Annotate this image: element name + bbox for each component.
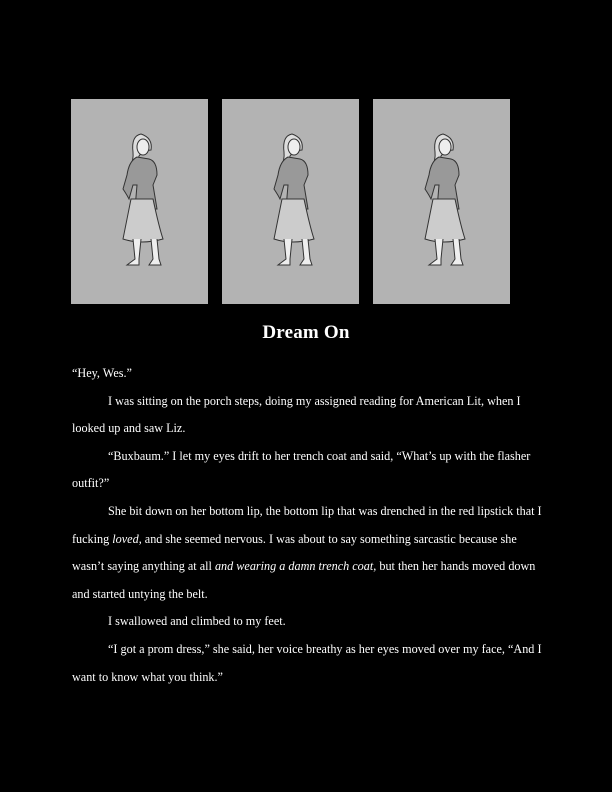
illustration-panel-2 [222, 99, 359, 304]
woman-figure-illustration [373, 99, 510, 304]
illustration-panel-3 [373, 99, 510, 304]
paragraph [72, 498, 542, 608]
paragraph-text: , and she seemed nervous. I was about to say something sarcastic because she wasn’t saying anything at all [72, 531, 517, 574]
paragraph: “Hey, Wes.” [72, 366, 132, 380]
story-body [72, 360, 542, 691]
illustration-strip [71, 99, 511, 304]
illustration-panel-1 [71, 99, 208, 304]
emphasis-text: loved [112, 531, 139, 546]
paragraph-text: She bit down on her bottom lip, the bottom lip that was drenched in the red lipstick that I fucking [72, 503, 542, 546]
emphasis-text: and wearing a damn trench coat [214, 559, 374, 574]
paragraph: “I got a prom dress,” she said, her voice breathy as her eyes moved over my face, “And I want to know what you think.” [72, 641, 542, 684]
paragraph: “Buxbaum.” I let my eyes drift to her trench coat and said, “What’s up with the flasher outfit?” [72, 448, 531, 491]
paragraph-text: , but then her hands moved down and started untying the belt. [72, 559, 536, 601]
paragraph: I was sitting on the porch steps, doing my assigned reading for American Lit, when I looked up and saw Liz. [72, 393, 521, 436]
paragraph: I swallowed and climbed to my feet. [108, 614, 286, 629]
woman-figure-illustration [71, 99, 208, 304]
chapter-title: Dream On [262, 322, 350, 343]
woman-figure-illustration [222, 99, 359, 304]
